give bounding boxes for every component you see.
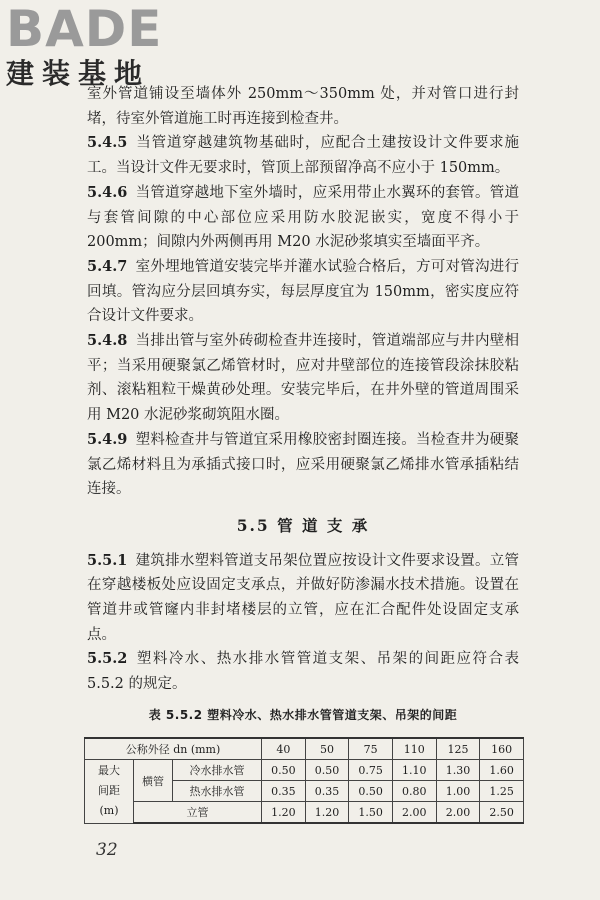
section-title: 5.5 管 道 支 承 <box>236 515 370 535</box>
value-cell: 1.20 <box>262 802 306 824</box>
value-cell: 1.30 <box>436 760 480 781</box>
clause-5-4-5 <box>87 131 519 180</box>
value-cell: 2.50 <box>480 802 524 824</box>
value-cell: 1.60 <box>480 760 524 781</box>
diameter-cell: 75 <box>349 738 393 760</box>
logo-text: BADE <box>6 0 163 58</box>
value-cell: 0.75 <box>349 760 393 781</box>
diameter-cell: 125 <box>436 738 480 760</box>
clause-number: 5.4.6 <box>87 183 128 201</box>
logo-subtitle: 建装基地 <box>6 57 151 90</box>
clause-text: 塑料检查井与管道宜采用橡胶密封圈连接。当检查井为硬聚氯乙烯材料且为承插式接口时，应采用硬聚氯乙烯排水管承插粘结连接。 <box>87 431 519 498</box>
value-cell: 1.20 <box>305 802 349 824</box>
value-cell: 0.50 <box>349 781 393 802</box>
clause-text: 室外埋地管道安装完毕并灌水试验合格后，方可对管沟进行回填。管沟应分层回填夯实，每层厚度宜为 150mm，密实度应符合设计文件要求。 <box>87 258 519 325</box>
value-cell: 1.50 <box>349 802 393 824</box>
table-caption: 表 5.5.2 塑料冷水、热水排水管管道支架、吊架的间距 <box>148 707 458 722</box>
clause-text: 建筑排水塑料管道支吊架位置应按设计文件要求设置。立管在穿越楼板处应设固定支承点，并做好防渗漏水技术措施。设置在管道井或管窿内非封堵楼层的立管，应在汇合配件处设固定支承点。 <box>87 552 519 643</box>
clause-text: 当管道穿越建筑物基础时，应配合土建按设计文件要求施工。当设计文件无要求时，管顶上部预留净高不应小于 150mm。 <box>87 135 519 177</box>
clause-number: 5.4.5 <box>87 134 128 152</box>
clause-5-4-7 <box>87 255 519 329</box>
diameter-cell: 110 <box>392 738 436 760</box>
table-row <box>85 760 524 781</box>
diameter-cell: 50 <box>305 738 349 760</box>
clause-number: 5.4.9 <box>87 430 128 448</box>
watermark-logo <box>6 0 186 94</box>
clause-number: 5.5.1 <box>87 551 128 569</box>
value-cell: 1.00 <box>436 781 480 802</box>
clause-text: 当管道穿越地下室外墙时，应采用带止水翼环的套管。管道与套管间隙的中心部位应采用防水胶泥嵌实，宽度不得小于 200mm；间隙内外两侧再用 M20 水泥砂浆填实至墙面平齐。 <box>87 184 519 251</box>
value-cell: 0.80 <box>392 781 436 802</box>
diameter-cell: 40 <box>262 738 306 760</box>
value-cell: 1.10 <box>392 760 436 781</box>
diameter-cell: 160 <box>480 738 524 760</box>
clause-5-5-1 <box>87 549 519 648</box>
spacing-table <box>84 737 524 824</box>
horizontal-pipe-label: 横管 <box>134 760 173 802</box>
value-cell: 2.00 <box>392 802 436 824</box>
page-number: 32 <box>96 840 118 860</box>
clause-5-4-9 <box>87 428 519 502</box>
value-cell: 2.00 <box>436 802 480 824</box>
paragraph-continued: 室外管道铺设至墙体外 250mm～350mm 处，并对管口进行封堵，待室外管道施工时再连接到检查井。 <box>87 86 519 127</box>
header-label: 公称外径 dn (mm) <box>85 738 262 760</box>
clause-text: 塑料冷水、热水排水管管道支架、吊架的间距应符合表 5.5.2 的规定。 <box>87 651 519 693</box>
value-cell: 0.35 <box>305 781 349 802</box>
table-row <box>85 802 524 824</box>
value-cell: 0.35 <box>262 781 306 802</box>
row-label: 立管 <box>134 802 262 824</box>
row-label: 热水排水管 <box>173 781 262 802</box>
clause-5-4-8 <box>87 329 519 428</box>
clause-text: 当排出管与室外砖砌检查井连接时，管道端部应与井内壁相平；当采用硬聚氯乙烯管材时，应对井壁部位的连接管段涂抹胶粘剂、滚粘粗粒干燥黄砂处理。安装完毕后，在井外壁的管道周围采用 M20 水泥砂浆砌筑阻水圈。 <box>87 333 519 424</box>
value-cell: 0.50 <box>262 760 306 781</box>
document-body <box>87 82 519 736</box>
clause-number: 5.4.8 <box>87 332 128 350</box>
value-cell: 1.25 <box>480 781 524 802</box>
table-header-row <box>85 738 524 760</box>
row-label: 冷水排水管 <box>173 760 262 781</box>
clause-5-5-2 <box>87 647 519 696</box>
value-cell: 0.50 <box>305 760 349 781</box>
clause-5-4-6 <box>87 181 519 255</box>
row-group-label: 最大 间距 (m) <box>85 760 134 824</box>
clause-number: 5.4.7 <box>87 257 128 275</box>
clause-number: 5.5.2 <box>87 650 128 668</box>
